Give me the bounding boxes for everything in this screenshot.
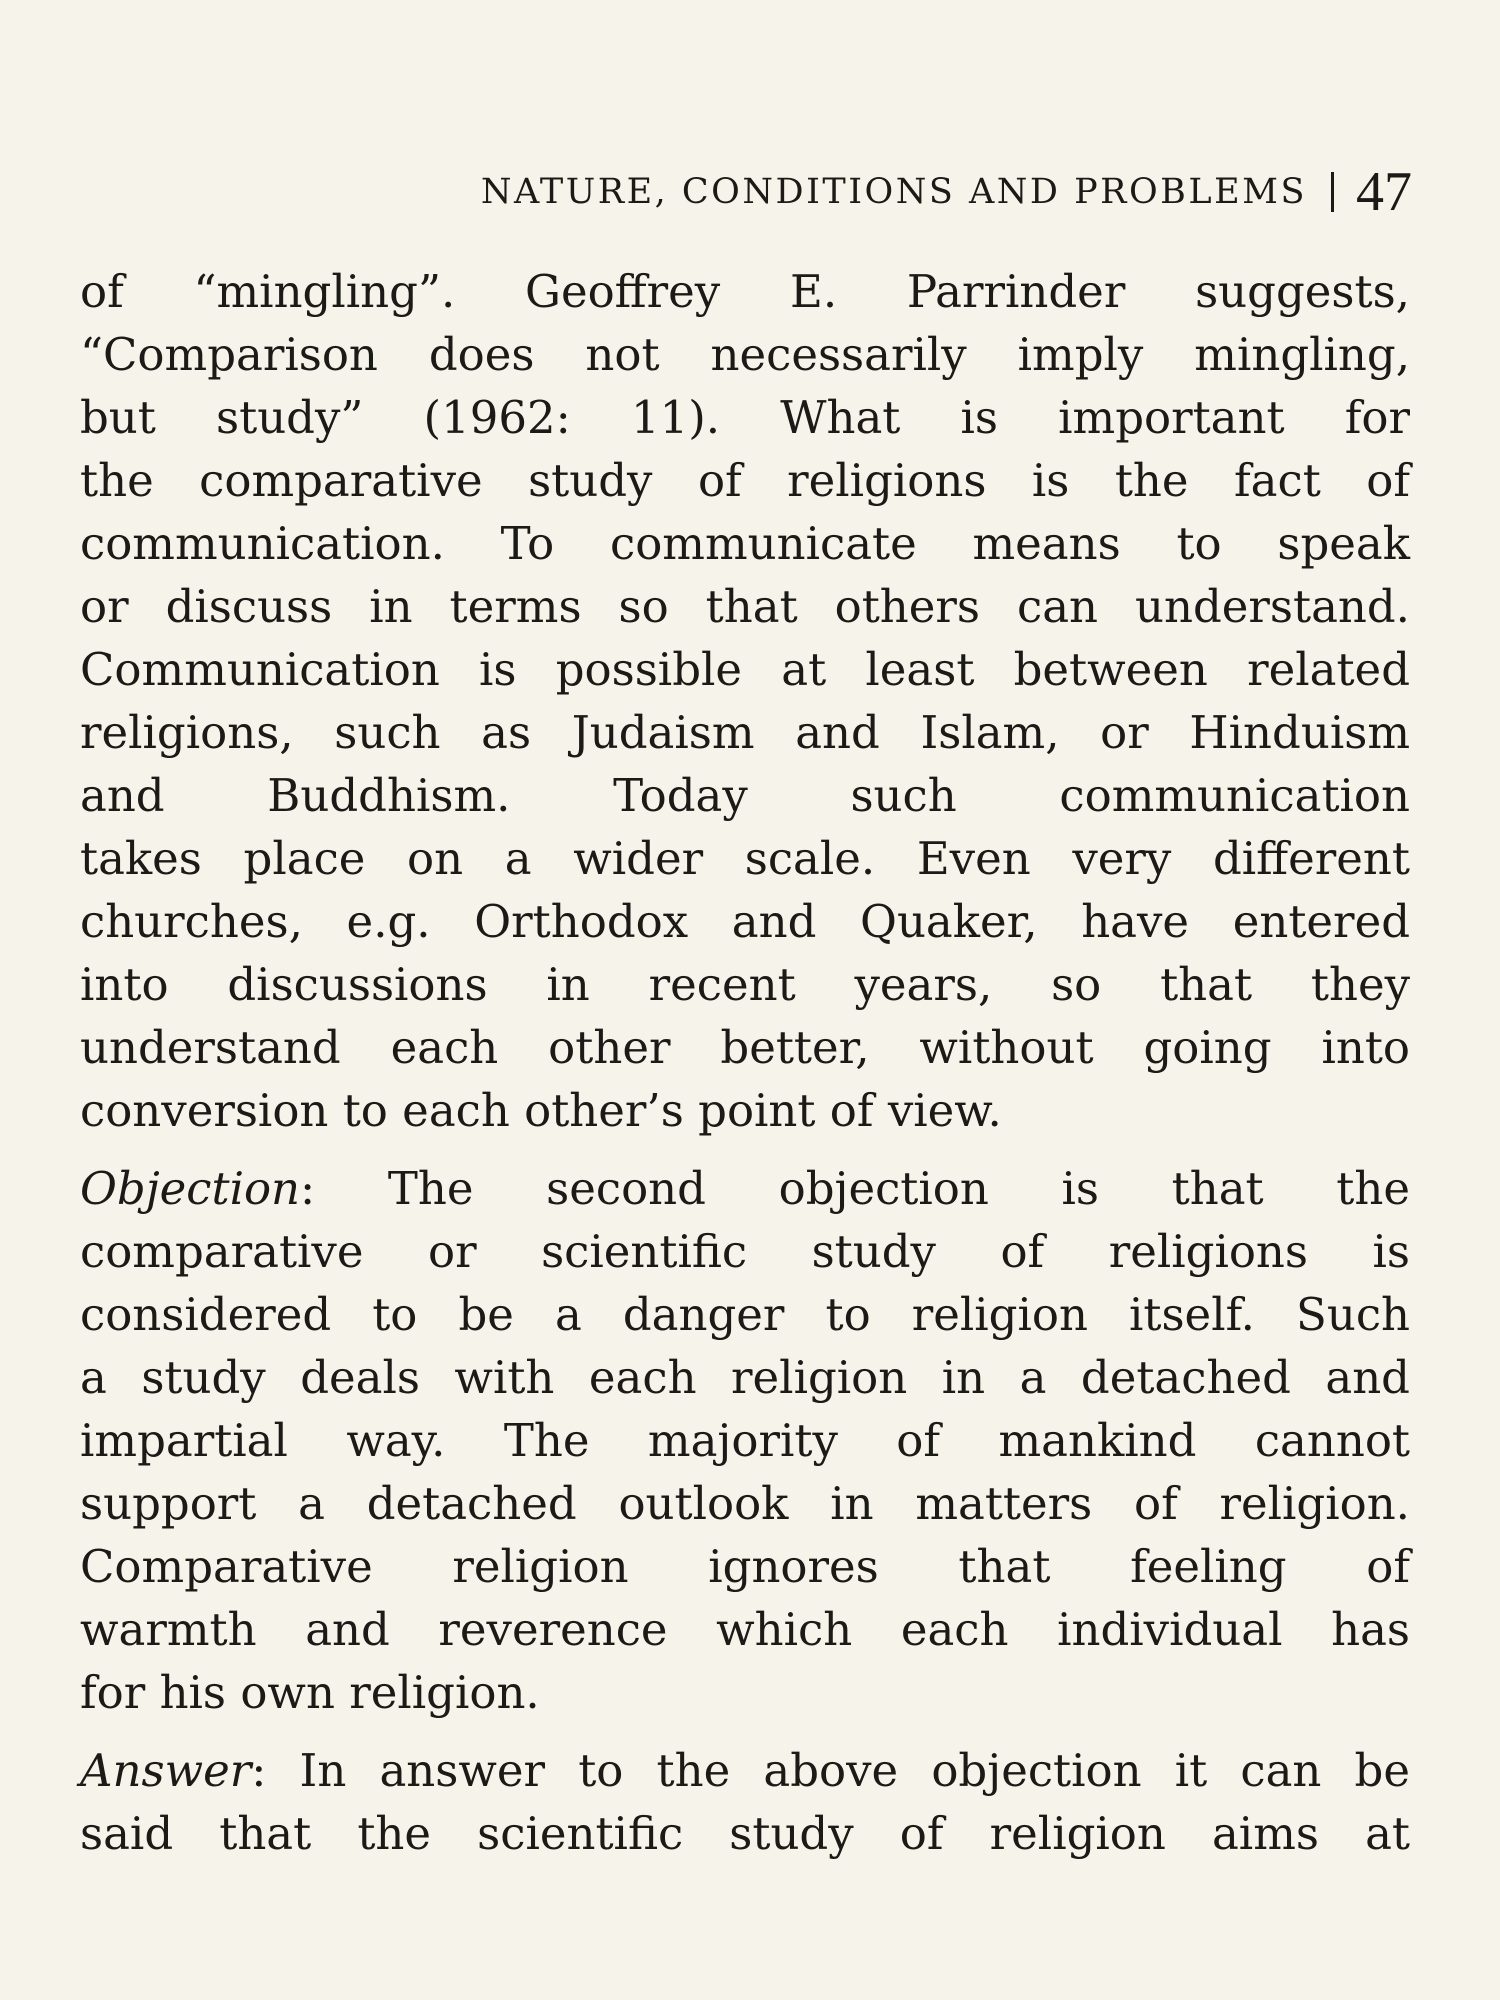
text-line: considered to be a danger to religion itself. Such [80,1288,1410,1341]
paragraph-gap [80,1724,1410,1739]
paragraph-objection [80,1157,1410,1724]
text-line: for his own religion. [80,1666,540,1719]
running-head [480,161,1412,223]
text-line: takes place on a wider scale. Even very different [80,832,1410,885]
body-text [80,260,1410,1865]
text-line: religions, such as Judaism and Islam, or Hinduism [80,706,1410,759]
objection-label: Objection [80,1162,301,1215]
text-line: of “mingling”. Geoffrey E. Parrinder suggests, [80,265,1410,318]
text-line: churches, e.g. Orthodox and Quaker, have entered [80,895,1410,948]
text-line: impartial way. The majority of mankind cannot [80,1414,1410,1467]
text-line: comparative or scientific study of religions is [80,1225,1410,1278]
text-line: said that the scientific study of religion aims at [80,1807,1410,1860]
text-line: or discuss in terms so that others can understand. [80,580,1410,633]
text-line [80,1157,1410,1220]
answer-label: Answer [80,1744,252,1797]
paragraph-communication [80,260,1410,1142]
objection-first-line: : The second objection is that the [300,1162,1410,1215]
running-head-divider [1331,172,1334,212]
answer-first-line: : In answer to the above objection it can be [251,1744,1410,1797]
text-line: Comparative religion ignores that feeling of [80,1540,1410,1593]
running-head-title: NATURE, CONDITIONS AND PROBLEMS [480,172,1307,212]
text-line [80,1739,1410,1802]
text-line: and Buddhism. Today such communication [80,769,1410,822]
text-line: Communication is possible at least between related [80,643,1410,696]
paragraph-gap [80,1142,1410,1157]
text-line: understand each other better, without going into [80,1021,1410,1074]
text-line: but study” (1962: 11). What is important for [80,391,1410,444]
text-line: communication. To communicate means to speak [80,517,1410,570]
page-number: 47 [1356,161,1412,223]
text-line: conversion to each other’s point of view. [80,1084,1002,1137]
text-line: warmth and reverence which each individual has [80,1603,1410,1656]
text-line: support a detached outlook in matters of religion. [80,1477,1410,1530]
text-line: the comparative study of religions is the fact of [80,454,1410,507]
text-line: a study deals with each religion in a detached and [80,1351,1410,1404]
paragraph-answer [80,1739,1410,1865]
text-line: “Comparison does not necessarily imply mingling, [80,328,1410,381]
text-line: into discussions in recent years, so that they [80,958,1410,1011]
